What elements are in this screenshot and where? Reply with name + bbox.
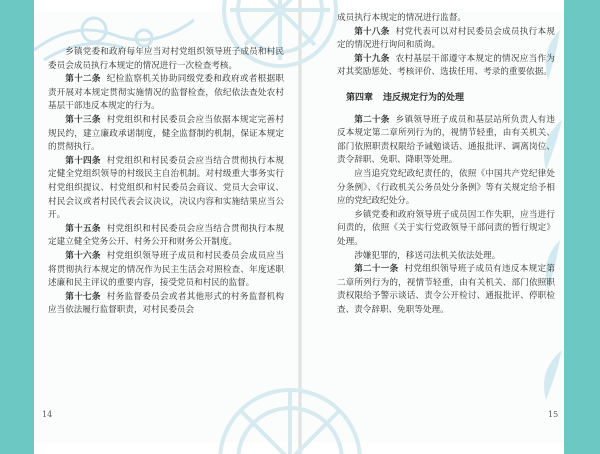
right-page-text xyxy=(337,12,555,317)
paragraph xyxy=(48,46,284,73)
paragraph xyxy=(48,223,284,250)
paragraph xyxy=(337,250,555,264)
paragraph-text: 村党组织和村民委员会应当依据本规定完善村规民约，建立廉政承诺制度，健全监督制约机制，保证本规定的贯彻执行。 xyxy=(48,114,284,153)
article-number: 第十八条 xyxy=(354,26,390,37)
paragraph-text: 农村基层干部遵守本规定的情况应当作为对其奖励惩处、考核评价、选拔任用、考录的重要依据。 xyxy=(337,53,555,78)
paragraph-text: 村党组织和村民委员会应当结合贯彻执行本规定建立健全党务公开、村务公开和财务公开制度。 xyxy=(48,223,284,248)
paragraph xyxy=(48,250,284,291)
paragraph xyxy=(48,114,284,155)
paragraph xyxy=(337,263,555,317)
paragraph-text: 乡镇领导班子成员和基层站所负责人有违反本规定第二章所列行为的，视情节轻重，由有关机关、部门依照职责权限给予诫勉谈话、通报批评、调离岗位、责令辞职、免职、降职等处理。 xyxy=(337,114,555,166)
paragraph-text: 村党组织领导班子成员有违反本规定第二章所列行为的，视情节轻重，由有关机关、部门依照职责权限给予警示谈话、责令公开检讨、通报批评、停职检查、责令辞职、免职等处理。 xyxy=(337,264,555,315)
page-number-right: 15 xyxy=(548,410,559,419)
paragraph-text: 乡镇党委和政府领导班子成员因工作失职，应当进行问责的，依照《关于实行党政领导干部问责的暂行规定》处理。 xyxy=(337,209,555,247)
chapter-number: 第四章 xyxy=(346,92,374,103)
paragraph-text: 纪检监察机关协助同级党委和政府或者根据职责开展对本规定贯彻实施情况的监督检查，依纪依法查处农村基层干部违反本规定的行为。 xyxy=(48,74,284,112)
article-number: 第十二条 xyxy=(65,74,101,85)
paragraph-text: 村党组织和村民委员会应当结合贯彻执行本规定健全党组织领导的村级民主自治机制。对村级重大事务实行村党组织提议、村党组织和村民委员会商议、党员大会审议、村民会议或者村民代表会议决议，决议内容和实施结果应当公开。 xyxy=(48,155,284,221)
paragraph xyxy=(48,155,284,223)
chapter-heading xyxy=(337,92,555,106)
article-number: 第十六条 xyxy=(65,250,101,261)
paragraph-text: 应当追究党纪政纪责任的，依照《中国共产党纪律处分条例》、《行政机关公务员处分条例》等有关规定给予相应的党纪政纪处分。 xyxy=(337,168,555,207)
page-number-left: 14 xyxy=(42,410,53,419)
paragraph-text: 乡镇党委和政府每年应当对村党组织领导班子成员和村民委员会成员执行本规定的情况进行一次检查考核。 xyxy=(48,47,284,71)
paragraph xyxy=(48,291,284,318)
left-color-band xyxy=(0,0,34,454)
paragraph xyxy=(48,73,284,114)
article-number: 第十四条 xyxy=(65,155,101,166)
paragraph-text: 村党组织领导班子成员和村民委员会成员应当将贯彻执行本规定的情况作为民主生活会对照检查、年度述职述廉和民主评议的重要内容，接受党员和村民的监督。 xyxy=(48,250,284,289)
paragraph-text: 村党代表可以对村民委员会成员执行本规定的情况进行询问和质询。 xyxy=(337,26,555,51)
paragraph xyxy=(337,209,555,250)
paragraph-text: 涉嫌犯罪的，移送司法机关依法处理。 xyxy=(354,250,501,261)
article-number: 第十五条 xyxy=(65,223,101,234)
paragraph xyxy=(337,26,555,53)
article-number: 第二十条 xyxy=(354,114,390,125)
paragraph xyxy=(337,53,555,80)
article-number: 第二十一条 xyxy=(354,264,399,275)
paragraph xyxy=(337,114,555,168)
article-number: 第十七条 xyxy=(65,291,101,302)
article-number: 第十九条 xyxy=(354,53,390,64)
paragraph-text: 村务监督委员会或者其他形式的村务监督机构应当依法履行监督职责，对村民委员会 xyxy=(48,291,284,316)
left-page-text xyxy=(48,46,284,318)
paragraph-text: 成员执行本规定的情况进行监督。 xyxy=(337,13,466,23)
paragraph xyxy=(337,168,555,209)
paragraph xyxy=(337,12,555,26)
article-number: 第十三条 xyxy=(65,114,101,125)
lattice-circle-bottom-icon xyxy=(205,380,375,454)
chapter-title: 违反规定行为的处理 xyxy=(383,92,465,103)
